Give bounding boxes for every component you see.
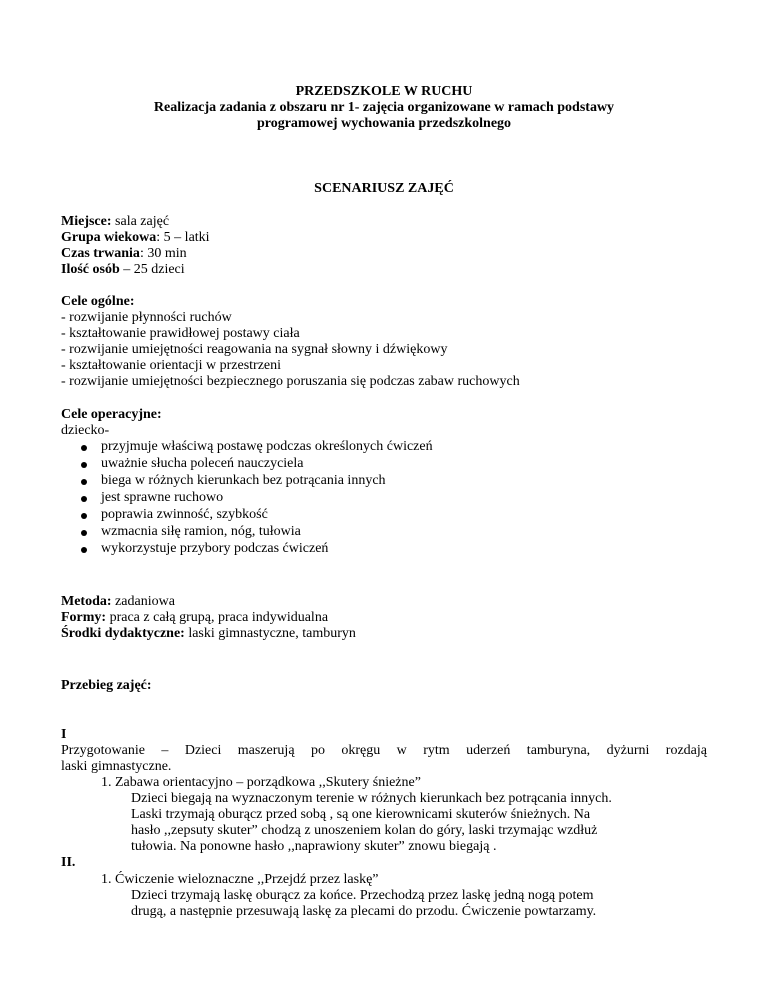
part-2-numeral: II. (61, 855, 76, 870)
document-title: PRZEDSZKOLE W RUCHU (295, 84, 473, 99)
document-subtitle-line-2: programowej wychowania przedszkolnego (256, 116, 512, 131)
info-participants: Ilość osób – 25 dzieci (61, 262, 185, 277)
part-1-item-line: hasło ,,zepsuty skuter” chodzą z unoszeniem kolan do góry, laski trzymając wzdłuż (131, 823, 598, 838)
method-line: Metoda: zadaniowa (61, 594, 175, 609)
list-item: - kształtowanie orientacji w przestrzeni (61, 358, 282, 373)
course-heading: Przebieg zajęć: (61, 678, 152, 693)
bullet-icon (81, 513, 87, 519)
part-1-intro-continued: laski gimnastyczne. (61, 759, 172, 774)
bullet-item: wzmacnia siłę ramion, nóg, tułowia (101, 524, 301, 540)
bullet-item: biega w różnych kierunkach bez potrącania innych (101, 473, 386, 489)
general-goals-heading: Cele ogólne: (61, 294, 135, 309)
bullet-icon (81, 445, 87, 451)
part-1-item-line: Dzieci biegają na wyznaczonym terenie w różnych kierunkach bez potrącania innych. (131, 791, 612, 806)
info-duration: Czas trwania: 30 min (61, 246, 187, 261)
part-2-item-title: 1. Ćwiczenie wieloznaczne ,,Przejdź przez laskę” (101, 872, 379, 887)
part-1-item-line: tułowia. Na ponowne hasło ,,naprawiony skuter” znowu biegają . (131, 839, 497, 854)
bullet-icon (81, 496, 87, 502)
bullet-icon (81, 479, 87, 485)
part-2-item-line: drugą, a następnie przesuwają laskę za plecami do przodu. Ćwiczenie powtarzamy. (131, 904, 597, 919)
part-1-item-line: Laski trzymają oburącz przed sobą , są one kierownicami skuterów śnieżnych. Na (131, 807, 591, 822)
bullet-item: uważnie słucha poleceń nauczyciela (101, 456, 304, 472)
info-place: Miejsce: sala zajęć (61, 214, 170, 229)
bullet-item: wykorzystuje przybory podczas ćwiczeń (101, 541, 328, 557)
bullet-item: jest sprawne ruchowo (101, 490, 223, 506)
part-1-intro: Przygotowanie – Dzieci maszerują po okręgu w rytm uderzeń tamburyna, dyżurni rozdają (61, 743, 707, 758)
part-2-item-line: Dzieci trzymają laskę oburącz za końce. Przechodzą przez laskę jedną nogą potem (131, 888, 594, 903)
bullet-icon (81, 530, 87, 536)
bullet-icon (81, 462, 87, 468)
info-age-group: Grupa wiekowa: 5 – latki (61, 230, 210, 245)
forms-line: Formy: praca z całą grupą, praca indywidualna (61, 610, 329, 625)
operational-goals-intro: dziecko- (61, 423, 110, 438)
part-1-item-title: 1. Zabawa orientacyjno – porządkowa ,,Skutery śnieżne” (101, 775, 421, 790)
part-1-numeral: I (61, 727, 67, 742)
list-item: - rozwijanie umiejętności reagowania na sygnał słowny i dźwiękowy (61, 342, 448, 357)
bullet-item: przyjmuje właściwą postawę podczas określonych ćwiczeń (101, 439, 433, 455)
list-item: - kształtowanie prawidłowej postawy ciała (61, 326, 300, 341)
teaching-aids-line: Środki dydaktyczne: laski gimnastyczne, tamburyn (61, 626, 356, 641)
scenario-title: SCENARIUSZ ZAJĘĆ (314, 181, 454, 196)
bullet-icon (81, 547, 87, 553)
list-item: - rozwijanie płynności ruchów (61, 310, 232, 325)
bullet-item: poprawia zwinność, szybkość (101, 507, 268, 523)
document-subtitle-line-1: Realizacja zadania z obszaru nr 1- zajęcia organizowane w ramach podstawy (153, 100, 615, 115)
list-item: - rozwijanie umiejętności bezpiecznego poruszania się podczas zabaw ruchowych (61, 374, 520, 389)
operational-goals-heading: Cele operacyjne: (61, 407, 162, 422)
